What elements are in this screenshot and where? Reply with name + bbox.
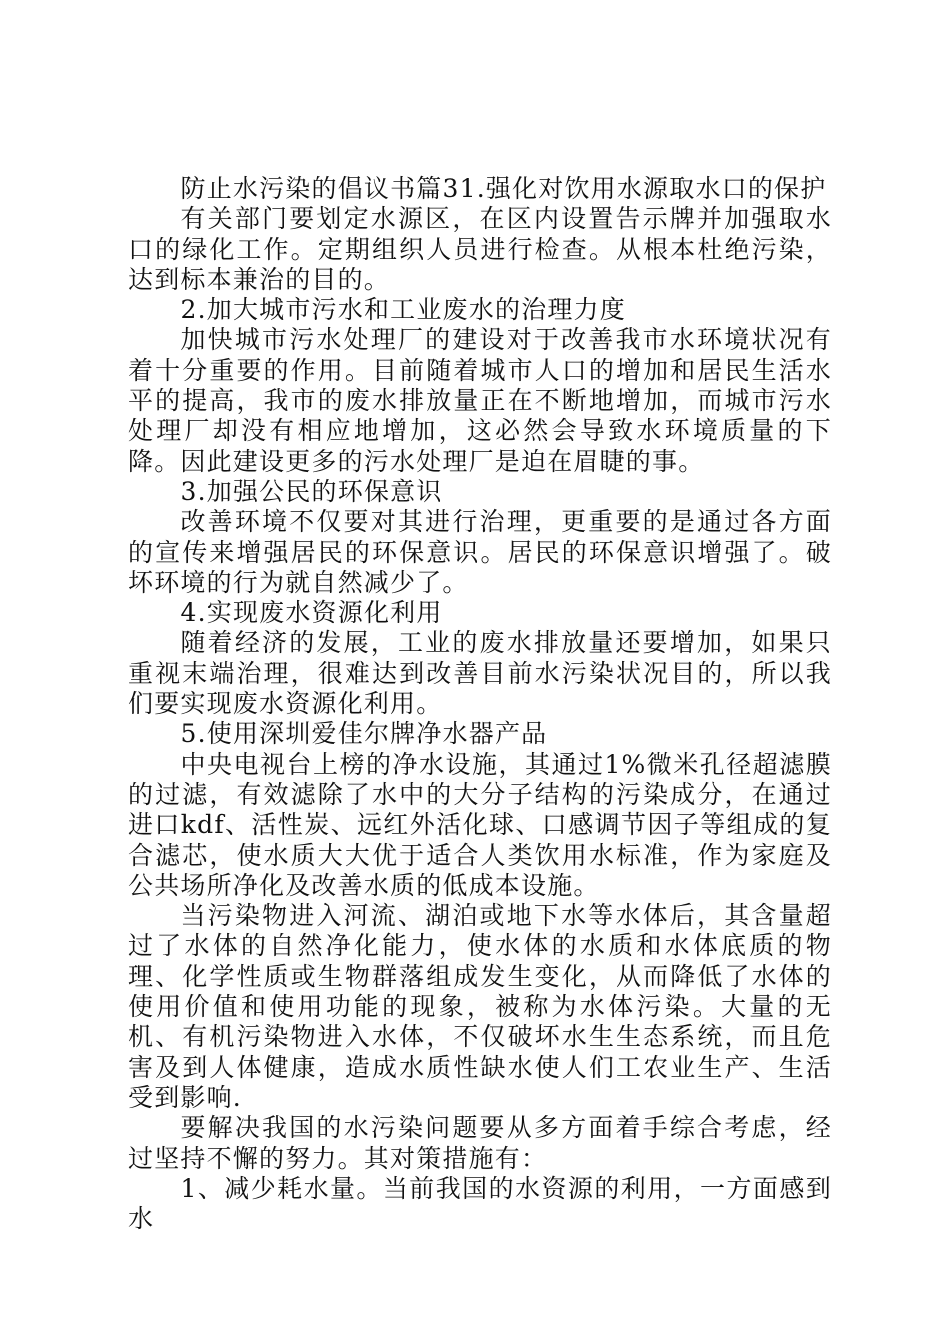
heading-item-4: 4.实现废水资源化利用 [180,598,443,628]
paragraph-reduce-water-use: 1、减少耗水量。当前我国的水资源的利用，一方面感到水 [128,1173,832,1234]
paragraph-countermeasures-intro: 要解决我国的水污染问题要从多方面着手综合考虑，经过坚持不懈的努力。其对策措施有： [128,1113,832,1173]
paragraph-wastewater-reuse: 随着经济的发展，工业的废水排放量还要增加，如果只重视末端治理，很难达到改善目前水污染状况目的，所以我们要实现废水资源化利用。 [128,628,832,719]
document-body [128,174,832,1234]
paragraph-water-pollution-definition: 当污染物进入河流、湖泊或地下水等水体后，其含量超过了水体的自然净化能力，使水体的水质和水体底质的物理、化学性质或生物群落组成发生变化，从而降低了水体的使用价值和使用功能的现象，被称为水体污染。大量的无机、有机污染物进入水体，不仅破坏水生生态系统，而且危害及到人体健康，造成水质性缺水使人们工农业生产、生活受到影响. [128,901,832,1112]
paragraph-water-purifier: 中央电视台上榜的净水设施，其通过1%微米孔径超滤膜的过滤，有效滤除了水中的大分子结构的污染成分，在通过进口kdf、活性炭、远红外活化球、口感调节因子等组成的复合滤芯，使水质大大优于适合人类饮用水标准，作为家庭及公共场所净化及改善水质的低成本设施。 [128,749,832,900]
heading-item-2: 2.加大城市污水和工业废水的治理力度 [180,295,626,325]
heading-item-3: 3.加强公民的环保意识 [180,476,443,506]
paragraph-title-item-1: 防止水污染的倡议书篇31.强化对饮用水源取水口的保护 [180,174,827,203]
paragraph-sewage-treatment: 加快城市污水处理厂的建设对于改善我市水环境状况有着十分重要的作用。目前随着城市人口的增加和居民生活水平的提高，我市的废水排放量正在不断地增加，而城市污水处理厂却没有相应地增加，这必然会导致水环境质量的下降。因此建设更多的污水处理厂是迫在眉睫的事。 [128,325,832,476]
paragraph-water-source-protection: 有关部门要划定水源区，在区内设置告示牌并加强取水口的绿化工作。定期组织人员进行检查。从根本杜绝污染，达到标本兼治的目的。 [128,204,832,294]
paragraph-environmental-awareness: 改善环境不仅要对其进行治理，更重要的是通过各方面的宣传来增强居民的环保意识。居民的环保意识增强了。破坏环境的行为就自然减少了。 [128,507,832,597]
heading-item-5: 5.使用深圳爱佳尔牌净水器产品 [180,719,548,749]
